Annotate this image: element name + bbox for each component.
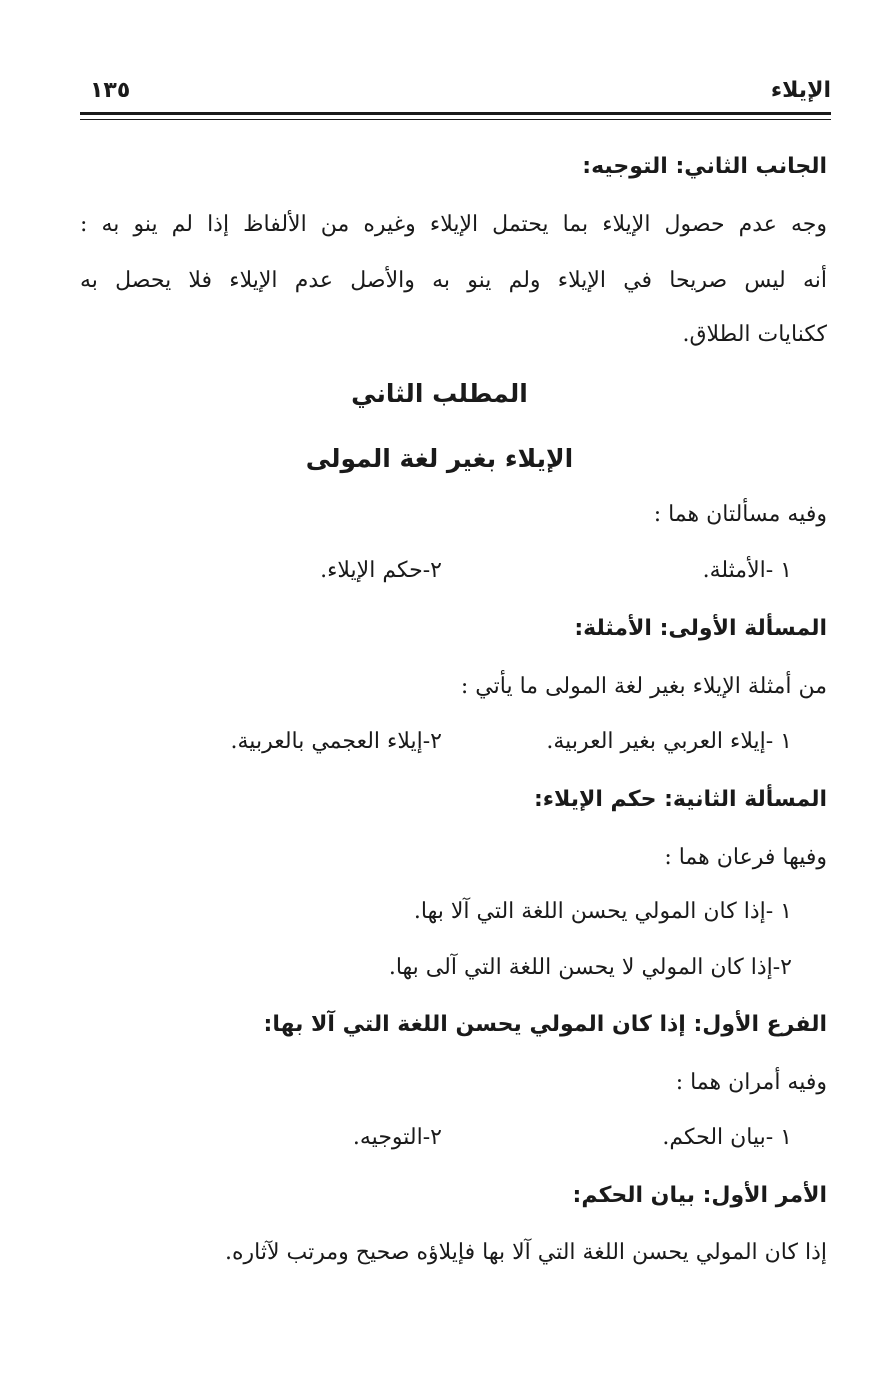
issue2-heading: المسألة الثانية: حكم الإيلاء: xyxy=(533,787,827,812)
header-rule-thin xyxy=(80,119,831,120)
matter1-text: إذا كان المولي يحسن اللغة التي آلا بها فإيلاؤه صحيح ومرتب لآثاره. xyxy=(225,1240,827,1265)
issue1-intro: من أمثلة الإيلاء بغير لغة المولى ما يأتي : xyxy=(460,674,827,699)
list-item: ٢-التوجيه. xyxy=(352,1125,442,1150)
section-title: المطلب الثاني xyxy=(351,379,528,408)
list-item: ٢-حكم الإيلاء. xyxy=(320,558,442,583)
list-item: ١ -بيان الحكم. xyxy=(662,1125,792,1150)
branch1-intro: وفيه أمران هما : xyxy=(675,1070,827,1095)
list-item: ٢-إيلاء العجمي بالعربية. xyxy=(230,729,442,754)
paragraph-line: وجه عدم حصول الإيلاء بما يحتمل الإيلاء وغيره من الألفاظ إذا لم ينو به : xyxy=(80,212,828,237)
page-number: ١٣٥ xyxy=(90,78,131,103)
branch1-heading: الفرع الأول: إذا كان المولي يحسن اللغة التي آلا بها: xyxy=(263,1012,827,1037)
header-rule-thick xyxy=(80,112,831,115)
section-subtitle: الإيلاء بغير لغة المولى xyxy=(305,444,574,473)
running-header xyxy=(80,72,831,112)
list-item: ٢-إذا كان المولي لا يحسن اللغة التي آلى بها. xyxy=(388,955,792,980)
matter1-heading: الأمر الأول: بيان الحكم: xyxy=(572,1183,827,1208)
list-item: ١ -إذا كان المولي يحسن اللغة التي آلا بها. xyxy=(413,899,792,924)
list-item: ١ -الأمثلة. xyxy=(702,558,792,583)
list-item: ١ -إيلاء العربي بغير العربية. xyxy=(546,729,792,754)
aspect2-heading: الجانب الثاني: التوجيه: xyxy=(582,154,827,179)
paragraph-line: أنه ليس صريحا في الإيلاء ولم ينو به والأصل عدم الإيلاء فلا يحصل به xyxy=(80,268,827,293)
header-section-title: الإيلاء xyxy=(770,78,831,103)
issue2-intro: وفيها فرعان هما : xyxy=(664,845,827,870)
paragraph-line: ككنايات الطلاق. xyxy=(682,322,827,347)
section-intro: وفيه مسألتان هما : xyxy=(653,502,827,527)
issue1-heading: المسألة الأولى: الأمثلة: xyxy=(574,616,827,641)
